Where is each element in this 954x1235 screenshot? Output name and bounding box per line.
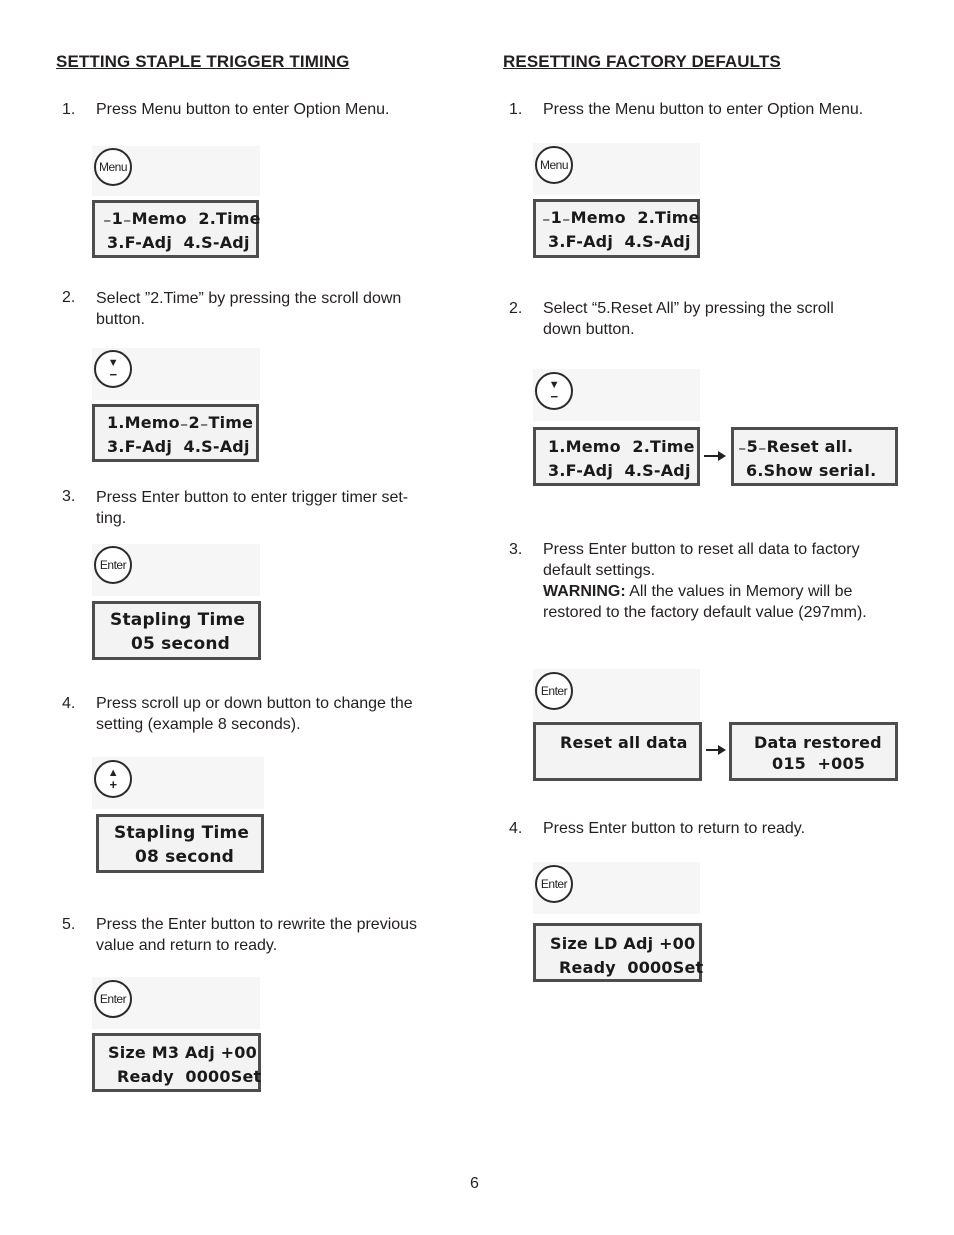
menu-button-icon: Menu (535, 146, 573, 184)
minus-icon: − (109, 366, 117, 382)
page-number: 6 (470, 1175, 479, 1192)
lcd-display (92, 601, 261, 660)
lcd-display (533, 923, 702, 982)
step-number: 3. (509, 541, 523, 558)
lcd-line-2: 015 +005 (772, 754, 866, 773)
enter-button-icon: Enter (535, 865, 573, 903)
left-heading: SETTING STAPLE TRIGGER TIMING (56, 52, 350, 71)
step-text: Press the Menu button to enter Option Menu. (543, 101, 864, 118)
enter-button-icon: Enter (94, 980, 132, 1018)
lcd-line-2: 3.F-Adj 4.S-Adj (107, 233, 250, 252)
lcd-line-1: Data restored (754, 733, 882, 752)
step-number: 3. (62, 488, 76, 505)
lcd-display (533, 199, 700, 258)
lcd-line-1: ₋1₋Memo 2.Time (103, 209, 261, 228)
step-number: 2. (509, 300, 523, 317)
warning-line (543, 581, 852, 602)
enter-button-icon: Enter (535, 672, 573, 710)
step-text: Press Enter button to reset all data to factory (543, 541, 860, 558)
step-text: Press scroll up or down button to change the (96, 695, 413, 712)
scroll-down-button-icon (94, 350, 132, 388)
lcd-display-next (729, 722, 898, 781)
lcd-display-next (731, 427, 898, 486)
lcd-line-2: 05 second (131, 634, 231, 654)
lcd-line-1: 1.Memo 2.Time (548, 437, 695, 456)
enter-button-icon: Enter (94, 546, 132, 584)
down-triangle-icon: ▼ (107, 356, 119, 369)
step-number: 1. (509, 101, 523, 118)
step-text: Press Enter button to enter trigger timer set- (96, 489, 409, 506)
step-text-cont: restored to the factory default value (297mm). (543, 604, 867, 621)
lcd-line-2: 3.F-Adj 4.S-Adj (548, 232, 691, 251)
step-number: 2. (62, 289, 76, 306)
lcd-display (533, 722, 702, 781)
step-number: 4. (62, 695, 76, 712)
lcd-line-1: Stapling Time (110, 610, 246, 630)
menu-button-icon: Menu (94, 148, 132, 186)
lcd-display (96, 814, 264, 873)
lcd-line-1: Size M3 Adj +00 (108, 1043, 257, 1062)
step-text-cont: setting (example 8 seconds). (96, 716, 301, 733)
minus-icon: − (550, 388, 558, 404)
step-text-cont: down button. (543, 321, 635, 338)
lcd-line-2: 08 second (135, 847, 235, 867)
lcd-line-2: Ready 0000Set (117, 1067, 262, 1086)
step-text: Press Menu button to enter Option Menu. (96, 101, 390, 118)
lcd-line-1: Reset all data (560, 733, 688, 752)
lcd-display (533, 427, 700, 486)
step-text-cont: value and return to ready. (96, 937, 278, 954)
arrow-right-icon (706, 749, 724, 751)
step-number: 5. (62, 916, 76, 933)
lcd-display (92, 1033, 261, 1092)
lcd-display (92, 200, 259, 258)
lcd-line-2: 6.Show serial. (746, 461, 877, 480)
arrow-right-icon (704, 455, 724, 457)
step-text: Select “5.Reset All” by pressing the scroll (543, 300, 834, 317)
lcd-line-1: ₋5₋Reset all. (738, 437, 854, 456)
right-heading: RESETTING FACTORY DEFAULTS (503, 52, 781, 71)
lcd-line-2: 3.F-Adj 4.S-Adj (107, 437, 250, 456)
lcd-display (92, 404, 259, 462)
lcd-line-2: Ready 0000Set (559, 958, 704, 977)
step-text: Press the Enter button to rewrite the previous (96, 916, 418, 933)
step-text: Select ”2.Time” by pressing the scroll down (96, 290, 402, 307)
up-triangle-icon: ▲ (107, 766, 119, 779)
step-text: Press Enter button to return to ready. (543, 820, 806, 837)
warning-label: WARNING: (543, 583, 626, 600)
warning-text: All the values in Memory will be (625, 583, 853, 600)
step-text-cont: ting. (96, 510, 127, 527)
lcd-line-2: 3.F-Adj 4.S-Adj (548, 461, 691, 480)
scroll-down-button-icon (535, 372, 573, 410)
lcd-line-1: Size LD Adj +00 (550, 934, 696, 953)
step-number: 4. (509, 820, 523, 837)
plus-icon: + (109, 776, 117, 792)
step-text-cont: button. (96, 311, 145, 328)
step-text-cont: default settings. (543, 562, 656, 579)
lcd-line-1: 1.Memo₋2₋Time (107, 413, 254, 432)
down-triangle-icon: ▼ (548, 378, 560, 391)
lcd-line-1: ₋1₋Memo 2.Time (542, 208, 700, 227)
scroll-up-button-icon (94, 760, 132, 798)
lcd-line-1: Stapling Time (114, 823, 250, 843)
step-number: 1. (62, 101, 76, 118)
